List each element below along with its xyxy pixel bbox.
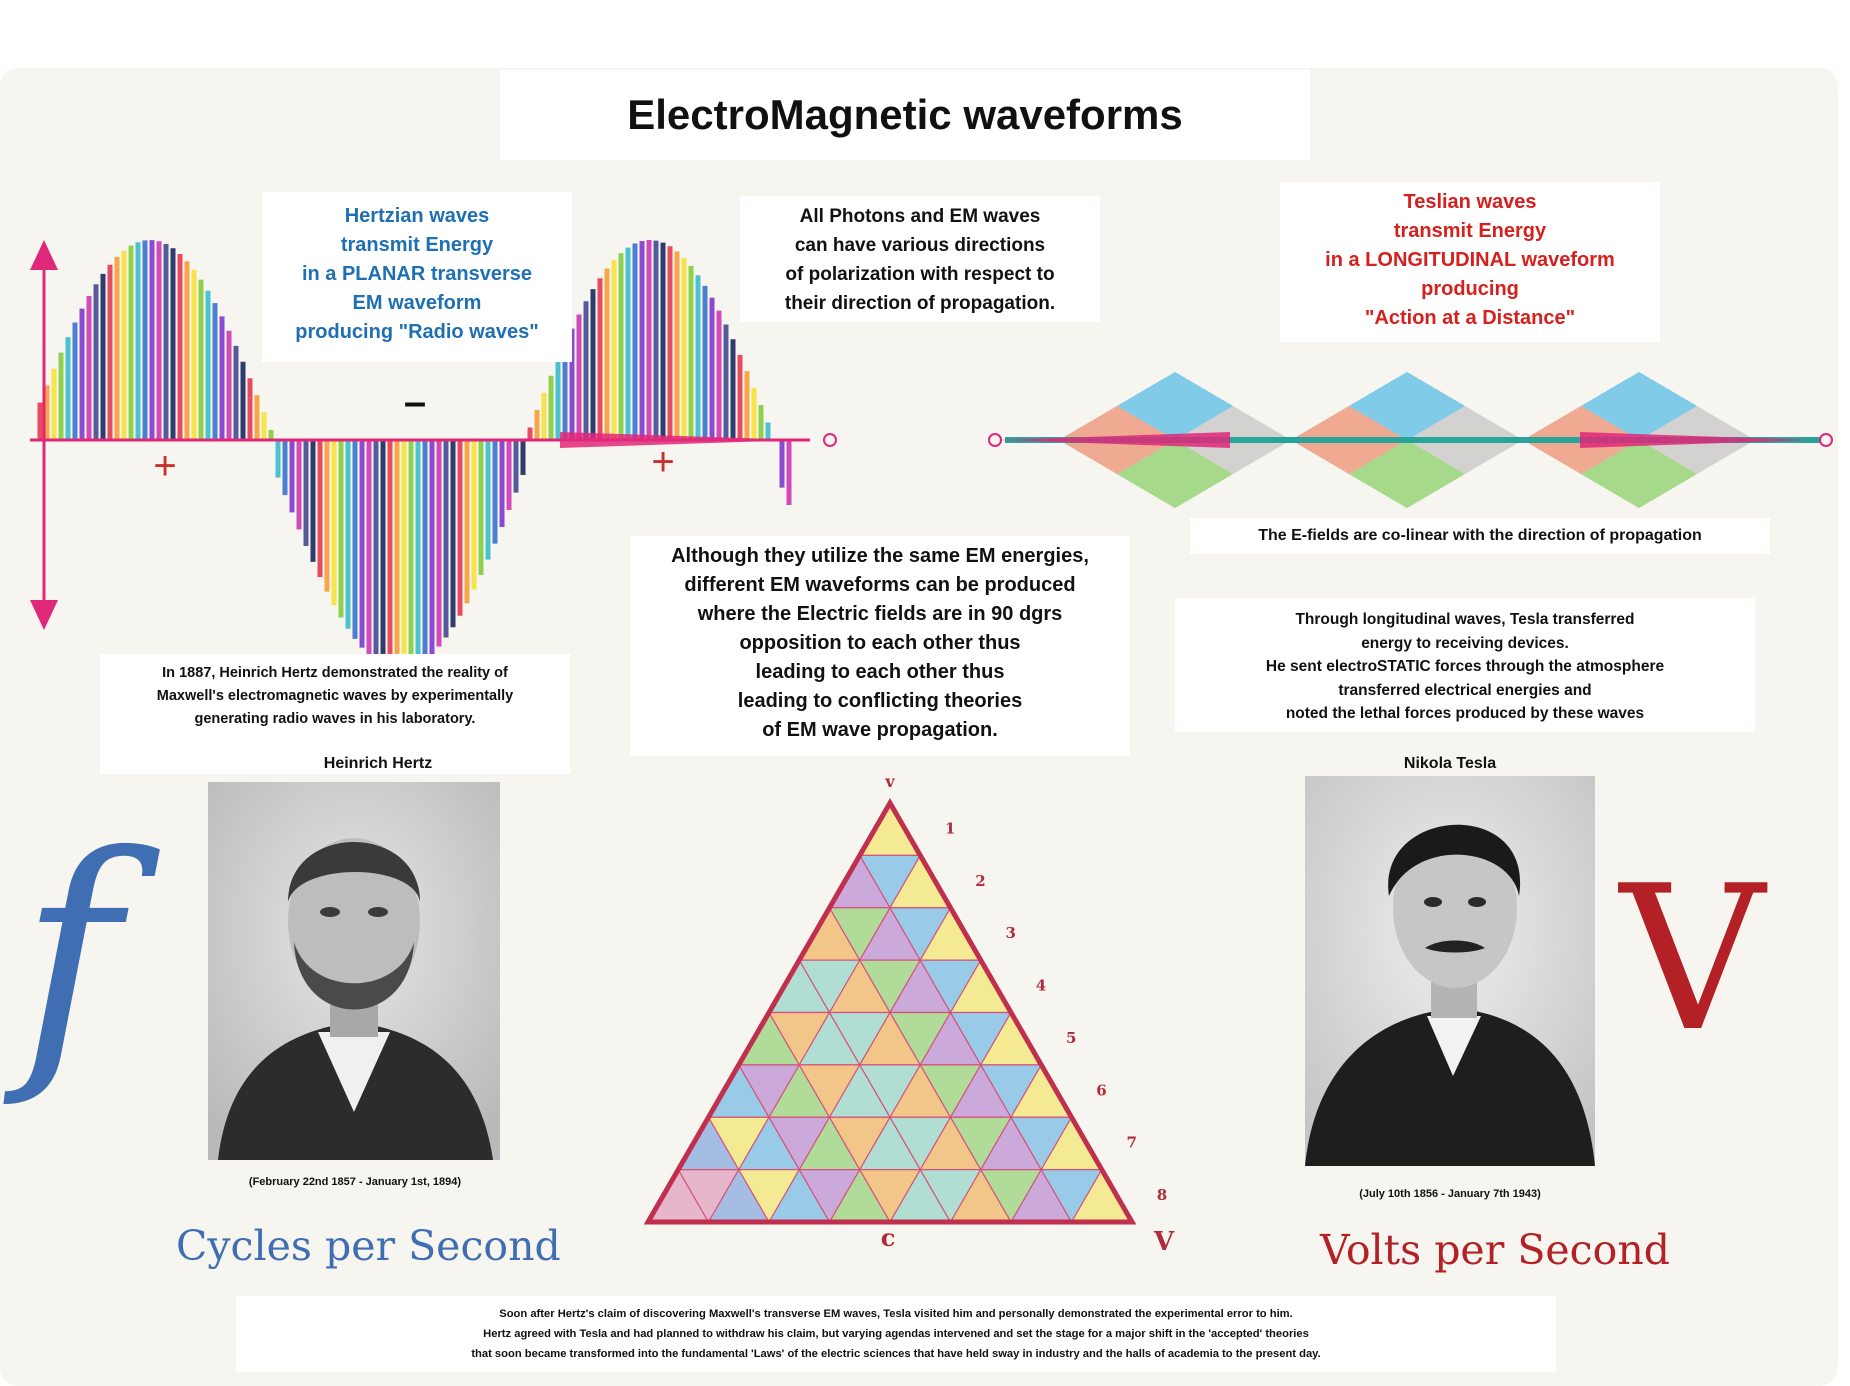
minus-sign: – bbox=[403, 380, 427, 424]
tesla-dates: (July 10th 1856 - January 7th 1943) bbox=[1359, 1188, 1541, 1200]
hertz-portrait bbox=[208, 782, 500, 1160]
teslian-waveform bbox=[989, 372, 1832, 508]
tesla-name: Nikola Tesla bbox=[1403, 755, 1497, 772]
triangle-corner-label: V bbox=[1153, 1227, 1175, 1257]
hertzian-caption: Hertzian waves transmit Energy in a PLANAR transverse EM waveform producing "Radio waves" bbox=[262, 192, 572, 362]
plus-sign-left: + bbox=[153, 444, 177, 488]
tesla-end-right bbox=[1820, 434, 1832, 446]
hertz-description: In 1887, Heinrich Hertz demonstrated the reality of Maxwell's electromagnetic waves by experimentally generating radio waves in his laboratory. bbox=[100, 654, 570, 774]
resonance-triangle bbox=[648, 772, 1175, 1257]
plus-sign-right: + bbox=[651, 440, 675, 484]
triangle-row-label: 4 bbox=[1035, 976, 1047, 995]
triangle-base-label: c bbox=[880, 1223, 896, 1252]
cycles-per-second-label: Cycles per Second bbox=[176, 1222, 561, 1270]
triangle-row-label: 3 bbox=[1005, 924, 1016, 943]
arrow-head-down bbox=[30, 600, 58, 630]
triangle-row-label: 8 bbox=[1156, 1186, 1168, 1204]
page-title: ElectroMagnetic waveforms bbox=[500, 70, 1310, 160]
frequency-symbol: f bbox=[20, 797, 120, 1112]
em-waveform-text: Although they utilize the same EM energies, different EM waveforms can be produced where the Electric fields are in 90 dgrs opposition to each other thus leading to each other thus leading to conflicting theories of EM wave propagation. bbox=[630, 536, 1130, 756]
triangle-row-label: 5 bbox=[1066, 1028, 1077, 1047]
volts-per-second-label: Volts per Second bbox=[1320, 1226, 1670, 1274]
triangle-row-label: 6 bbox=[1096, 1081, 1107, 1100]
hertz-name: Heinrich Hertz bbox=[323, 755, 433, 772]
arrow-head-up bbox=[30, 240, 58, 270]
triangle-apex-label: v bbox=[885, 772, 895, 791]
tesla-end-left bbox=[989, 434, 1001, 446]
hertz-dates: (February 22nd 1857 - January 1st, 1894) bbox=[248, 1176, 462, 1188]
axis-end-marker bbox=[824, 434, 836, 446]
polarization-text: All Photons and EM waves can have various directions of polarization with respect to their direction of propagation. bbox=[740, 196, 1100, 322]
tesla-portrait bbox=[1305, 776, 1595, 1166]
footer-note: Soon after Hertz's claim of discovering Maxwell's transverse EM waves, Tesla visited him and personally demonstrated the experimental error to him. Hertz agreed with Tesla and had planned to withdraw his claim, but varying agendas intervened and set the stage for a major shift in the 'accepted' theories that soon became transformed into the fundamental 'Laws' of the electric sciences that have held sway in industry and the halls of academia to the present day. bbox=[236, 1296, 1556, 1372]
teslian-caption: Teslian waves transmit Energy in a LONGITUDINAL waveform producing "Action at a Distance" bbox=[1280, 182, 1660, 342]
triangle-cell bbox=[860, 803, 921, 855]
triangle-row-label: 2 bbox=[975, 871, 986, 890]
triangle-row-label: 1 bbox=[945, 819, 956, 838]
triangle-row-label: 7 bbox=[1126, 1133, 1137, 1152]
tesla-description: Through longitudinal waves, Tesla transferred energy to receiving devices. He sent electroSTATIC forces through the atmosphere transferred electrical energies and noted the lethal forces produced by these waves bbox=[1175, 598, 1755, 732]
voltage-symbol: V bbox=[1620, 843, 1765, 1076]
efield-note: The E-fields are co-linear with the direction of propagation bbox=[1190, 518, 1770, 554]
